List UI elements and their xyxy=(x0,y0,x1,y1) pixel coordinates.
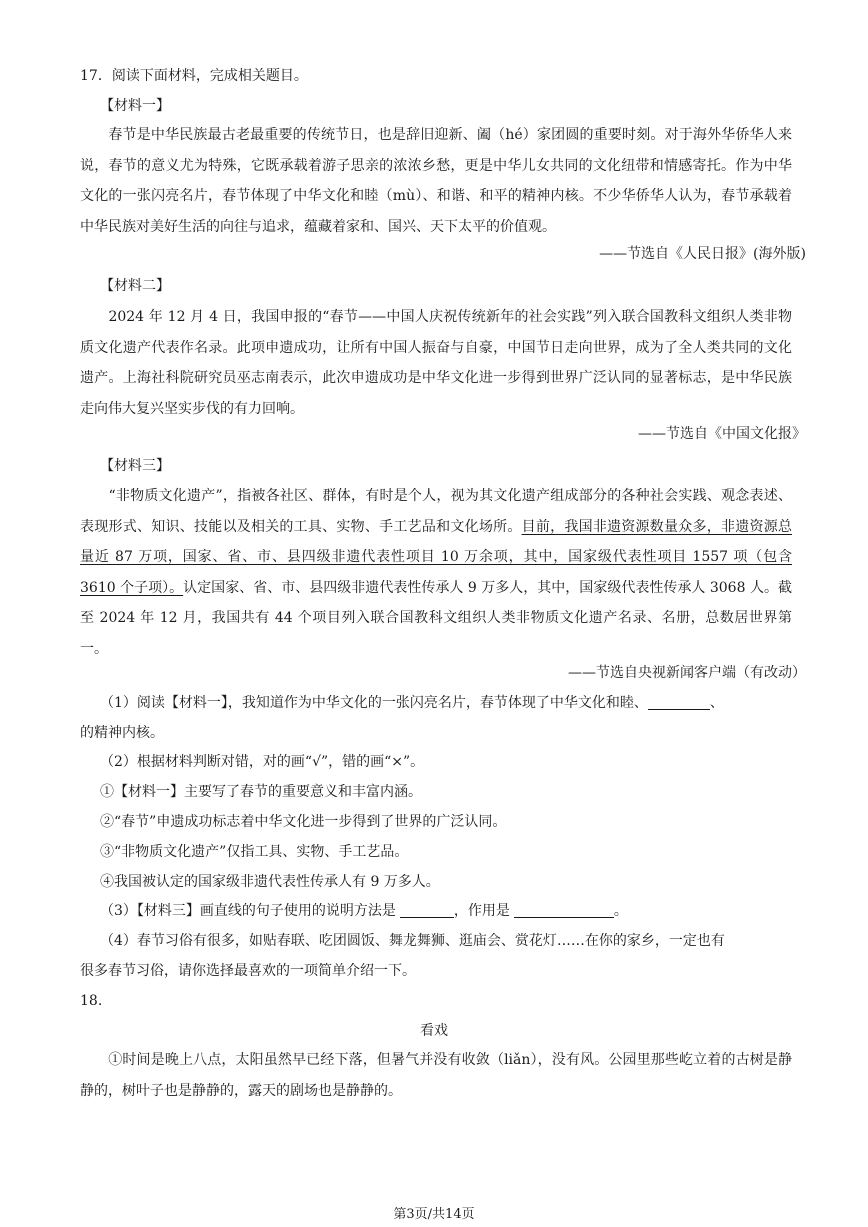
judgement-item: ①【材料一】主要写了春节的重要意义和丰富内涵。 xyxy=(100,784,422,800)
material-2-source: ——节选自《中国文化报》 xyxy=(638,426,806,442)
sub-question-4-line2: 很多春节习俗，请你选择最喜欢的一项简单介绍一下。 xyxy=(80,963,416,979)
judgement-item: ④我国被认定的国家级非遗代表性传承人有 9 万多人。 xyxy=(100,874,440,890)
material-1-label: 【材料一】 xyxy=(100,98,170,114)
sub-question-4-line1: （4）春节习俗有很多，如贴春联、吃团圆饭、舞龙舞狮、逛庙会、赏花灯……在你的家乡，一定也有 xyxy=(100,933,725,949)
judgement-item: ②“春节”申遗成功标志着中华文化进一步得到了世界的广泛认同。 xyxy=(100,814,507,830)
q18-article-title: 看戏 xyxy=(420,1023,448,1039)
material-2-label: 【材料二】 xyxy=(100,278,170,294)
sub-question-1-comma: 、 xyxy=(709,695,724,711)
answer-blank-method[interactable] xyxy=(400,902,454,918)
q18-article-text: ①时间是晚上八点，太阳虽然早已经下落，但暑气并没有收敛（liǎn），没有风。公园里那些屹立着的古树是静静的，树叶子也是静静的，露天的剧场也是静静的。 xyxy=(80,1052,792,1099)
sub-question-1-line2: 的精神内核。 xyxy=(80,725,164,741)
answer-blank-function[interactable] xyxy=(514,902,614,918)
material-1-text: 春节是中华民族最古老最重要的传统节日，也是辞旧迎新、阖（hé）家团圆的重要时刻。对于海外华侨华人来说，春节的意义尤为特殊，它既承载着游子思亲的浓浓乡愁，更是中华儿女共同的文化纽带和情感寄托。作为中华文化的一张闪亮名片，春节体现了中华文化和睦（mù）、和谐、和平的精神内核。不少华侨华人认为，春节承载着中华民族对美好生活的向往与追求，蕴藏着家和、国兴、天下太平的价值观。 xyxy=(80,127,792,235)
material-3-text-before: “非物质文化遗产”，指被各社区、群体，有时是个人，视为其文化遗产组成部分的各种社会实践、观念表述、表现形式、知识、技能以及相关的工具、实物、手工艺品和文化场所。 xyxy=(80,488,792,535)
sub-question-3 xyxy=(100,901,628,921)
material-3-text-after: 认定国家、省、市、县四级非遗代表性传承人 9 万多人，其中，国家级代表性传承人 3068 人。截至 2024 年 12 月，我国共有 44 个项目列入联合国教科文组织人类非物质文化遗产名录、名册，总数居世界第一。 xyxy=(80,579,792,657)
material-1-source: ——节选自《人民日报》(海外版) xyxy=(599,246,806,262)
sub-question-3-end: 。 xyxy=(613,903,628,919)
material-3-underlined-sentence: 目前，我国非遗资源数量众多，非遗资源总量近 87 万项，国家、省、市、县四级非遗代表性项目 10 万余项，其中，国家级代表性项目 1557 项（包含 3610 个子项）。 xyxy=(80,518,793,596)
answer-blank-1[interactable] xyxy=(648,694,710,710)
material-2-text: 2024 年 12 月 4 日，我国申报的“春节——中国人庆祝传统新年的社会实践”列入联合国教科文组织人类非物质文化遗产代表作名录。此项申遗成功，让所有中国人振奋与自豪，中国节日走向世界，成为了全人类共同的文化遗产。上海社科院研究员巫志南表示，此次申遗成功是中华文化进一步得到世界广泛认同的显著标志，是中华民族走向伟大复兴坚实步伐的有力回响。 xyxy=(80,309,792,417)
material-3-source: ——节选自央视新闻客户端（有改动） xyxy=(568,665,806,681)
sub-question-3-text: （3）【材料三】画直线的句子使用的说明方法是 xyxy=(100,903,396,919)
sub-question-1-line1 xyxy=(100,693,724,713)
judgement-item: ③“非物质文化遗产”仅指工具、实物、手工艺品。 xyxy=(100,844,409,860)
sub-question-3-text-2: ，作用是 xyxy=(453,903,510,919)
q17-title: 17．阅读下面材料，完成相关题目。 xyxy=(80,68,308,84)
sub-question-1-text: （1）阅读【材料一】，我知道作为中华文化的一张闪亮名片，春节体现了中华文化和睦、 xyxy=(100,695,648,711)
material-3-text xyxy=(80,481,792,664)
q18-number: 18. xyxy=(80,993,103,1009)
page-footer: 第3页/共14页 xyxy=(393,1207,475,1222)
material-3-label: 【材料三】 xyxy=(100,458,170,474)
sub-question-2-intro: （2）根据材料判断对错，对的画“√”，错的画“×”。 xyxy=(100,754,425,770)
